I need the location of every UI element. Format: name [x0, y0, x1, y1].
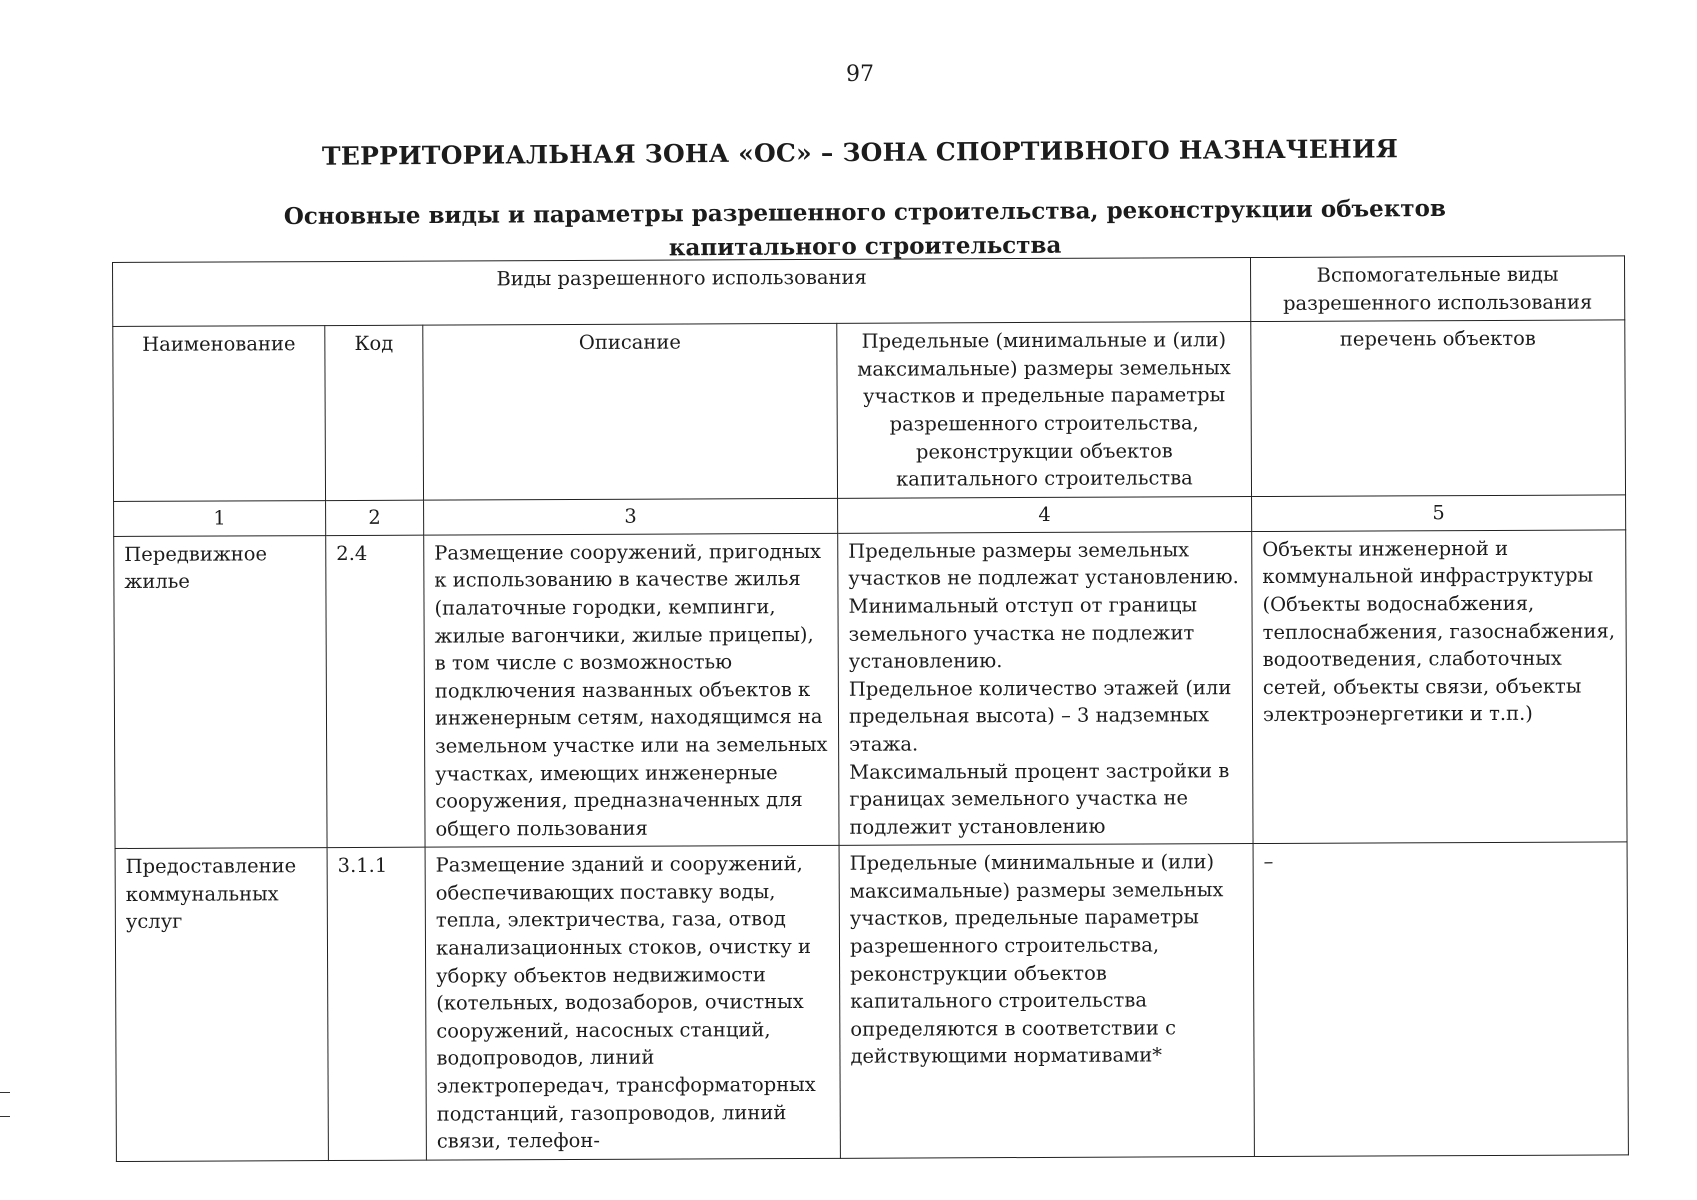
table-row [114, 530, 1627, 849]
column-number: 5 [1252, 495, 1626, 532]
column-number: 1 [114, 500, 326, 536]
group-header-main: Виды разрешенного использования [113, 258, 1251, 327]
limits-line: Предельные (минимальные и (или) максимальные) размеры земельных участков, предельные параметры разрешенного строительства, реконструкции объектов капитального строительства определяются в соответствии с действующими нормативами* [849, 850, 1224, 1069]
regulations-table-wrapper [112, 255, 1628, 1161]
group-header-aux: Вспомогательные виды разрешенного использования [1250, 256, 1624, 322]
column-number: 4 [838, 496, 1252, 533]
margin-mark-top [0, 1092, 10, 1093]
limits-line: Максимальный процент застройки в границах земельного участка не подлежит установлению [849, 758, 1230, 839]
cell-name: Передвижное жилье [114, 535, 327, 848]
zone-title: ТЕРРИТОРИАЛЬНАЯ ЗОНА «ОС» – ЗОНА СПОРТИВНОГО НАЗНАЧЕНИЯ [321, 134, 1399, 171]
margin-mark-bottom [0, 1116, 10, 1117]
column-header-objects: перечень объектов [1251, 320, 1626, 496]
page-number: 97 [846, 62, 874, 87]
cell-code: 3.1.1 [327, 847, 426, 1160]
column-header-row [113, 320, 1626, 501]
column-header-name: Наименование [113, 326, 326, 501]
column-number: 2 [326, 500, 424, 535]
cell-objects: – [1253, 842, 1628, 1156]
column-header-code: Код [325, 325, 424, 500]
cell-description: Размещение сооружений, пригодных к использованию в качестве жилья (палаточные городки, кемпинги, жилые вагончики, жилые прицепы), в том числе с возможностью подключения названных объектов к инженерным сетям, находящимся на земельном участке или на земельных участках, имеющих инженерные сооружения, предназначенных для общего пользования [424, 533, 839, 847]
cell-code: 2.4 [326, 535, 425, 848]
column-header-limits: Предельные (минимальные и (или) максимальные) размеры земельных участков и предельные параметры разрешенного строительства, реконструкции объектов капитального строительства [837, 322, 1252, 498]
limits-line: Предельное количество этажей (или предельная высота) – 3 надземных этажа. [848, 675, 1232, 756]
cell-objects: Объекты инженерной и коммунальной инфраструктуры (Объекты водоснабжения, теплоснабжения, газоснабжения, водоотведения, слаботочных сетей, объекты связи, объекты электроэнергетики и т.п.) [1252, 530, 1627, 844]
table-row [115, 842, 1628, 1161]
cell-limits [838, 531, 1253, 845]
regulations-table [112, 255, 1629, 1161]
limits-line: Минимальный отступ от границы земельного участка не подлежит установлению. [848, 593, 1198, 673]
section-title: Основные виды и параметры разрешенного строительства, реконструкции объектов капитального строительства [283, 194, 1447, 262]
cell-description: Размещение зданий и сооружений, обеспечивающих поставку воды, тепла, электричества, газа, отвод канализационных стоков, очистку и уборку объектов недвижимости (котельных, водозаборов, очистных сооружений, насосных станций, водопроводов, линий электропередач, трансформаторных подстанций, газопроводов, линий связи, телефон- [425, 846, 840, 1160]
cell-name: Предоставление коммунальных услуг [115, 848, 328, 1161]
group-header-row [113, 256, 1625, 327]
limits-line: Предельные размеры земельных участков не подлежат установлению. [848, 538, 1239, 591]
column-number: 3 [424, 498, 838, 535]
cell-limits [839, 844, 1254, 1158]
column-header-description: Описание [423, 324, 838, 500]
